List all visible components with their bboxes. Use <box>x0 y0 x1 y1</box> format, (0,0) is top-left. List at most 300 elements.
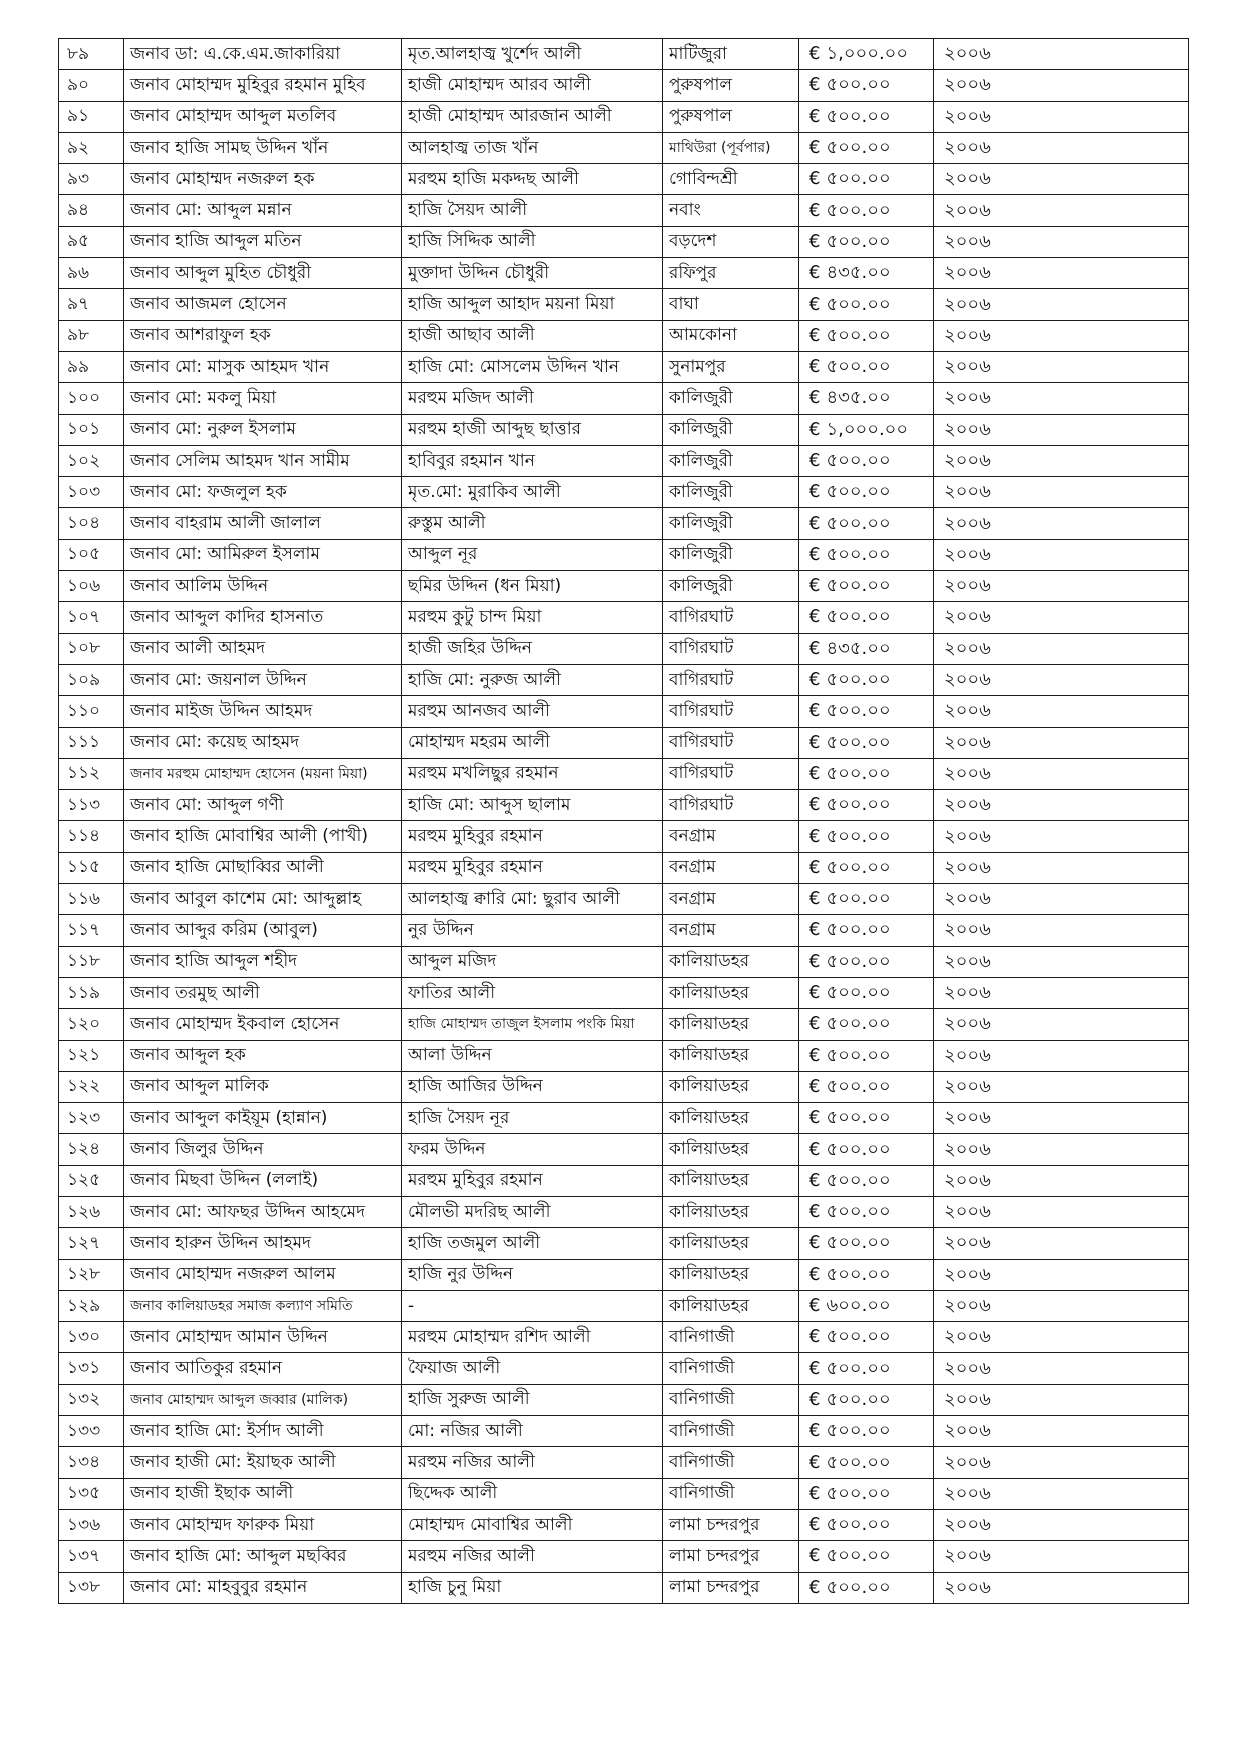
euro-icon: € <box>809 856 821 878</box>
village-cell: মাটিজুরা <box>663 39 799 70</box>
serial-cell: ৯০ <box>59 70 124 101</box>
amount-value: ৫০০.০০ <box>826 105 891 127</box>
year-cell: ২০০৬ <box>934 821 1189 852</box>
year-cell: ২০০৬ <box>934 1416 1189 1447</box>
amount-cell <box>799 696 934 727</box>
village-cell: কালিয়াডহর <box>663 1259 799 1290</box>
donor-name-cell: জনাব মাইজ উদ্দিন আহমদ <box>124 696 402 727</box>
father-name-cell: নুর উদ্দিন <box>402 915 663 946</box>
year-cell: ২০০৬ <box>934 1353 1189 1384</box>
village-cell: বড়দেশ <box>663 226 799 257</box>
amount-cell <box>799 195 934 226</box>
amount-cell <box>799 758 934 789</box>
year-cell: ২০০৬ <box>934 101 1189 132</box>
table-row <box>59 289 1189 320</box>
table-row <box>59 1322 1189 1353</box>
serial-cell: ১২৭ <box>59 1228 124 1259</box>
donor-name-cell: জনাব আবুল কাশেম মো: আব্দুল্লাহ <box>124 884 402 915</box>
euro-icon: € <box>809 387 821 409</box>
year-cell: ২০০৬ <box>934 1134 1189 1165</box>
amount-value: ৫০০.০০ <box>826 137 891 159</box>
donor-name-cell: জনাব মো: আব্দুল মন্নান <box>124 195 402 226</box>
euro-icon: € <box>809 1326 821 1348</box>
amount-value: ৫০০.০০ <box>826 1357 891 1379</box>
serial-cell: ১০১ <box>59 414 124 445</box>
euro-icon: € <box>809 1075 821 1097</box>
serial-cell: ৯৬ <box>59 258 124 289</box>
amount-cell <box>799 320 934 351</box>
father-name-cell: মরহুম কুটু চান্দ মিয়া <box>402 602 663 633</box>
amount-value: ৫০০.০০ <box>826 168 891 190</box>
year-cell: ২০০৬ <box>934 289 1189 320</box>
year-cell: ২০০৬ <box>934 1228 1189 1259</box>
serial-cell: ১১১ <box>59 727 124 758</box>
table-row <box>59 664 1189 695</box>
amount-value: ৫০০.০০ <box>826 293 891 315</box>
serial-cell: ১৩৪ <box>59 1447 124 1478</box>
euro-icon: € <box>809 575 821 597</box>
village-cell: বানিগাজী <box>663 1416 799 1447</box>
village-cell: বাগিরঘাট <box>663 696 799 727</box>
year-cell: ২০০৬ <box>934 445 1189 476</box>
donor-name-cell: জনাব আতিকুর রহমান <box>124 1353 402 1384</box>
amount-cell <box>799 946 934 977</box>
father-name-cell: মরহুম মুহিবুর রহমান <box>402 852 663 883</box>
amount-cell <box>799 1228 934 1259</box>
table-row <box>59 414 1189 445</box>
table-row <box>59 1134 1189 1165</box>
euro-icon: € <box>809 1576 821 1598</box>
village-cell: রফিপুর <box>663 258 799 289</box>
table-row <box>59 195 1189 226</box>
donor-name-cell: জনাব হাজি মো: আব্দুল মছব্বির <box>124 1541 402 1572</box>
father-name-cell: মৃত.মো: মুরাকিব আলী <box>402 477 663 508</box>
serial-cell: ১১৪ <box>59 821 124 852</box>
serial-cell: ১২৫ <box>59 1165 124 1196</box>
donor-name-cell: জনাব আব্দুল কাদির হাসনাত <box>124 602 402 633</box>
table-row <box>59 1541 1189 1572</box>
village-cell: কালিয়াডহর <box>663 1290 799 1321</box>
table-body <box>59 39 1189 1604</box>
donor-name-cell: জনাব হাজি মো: ইর্সাদ আলী <box>124 1416 402 1447</box>
serial-cell: ১১৩ <box>59 790 124 821</box>
amount-cell <box>799 1071 934 1102</box>
amount-value: ৫০০.০০ <box>826 1013 891 1035</box>
father-name-cell: হাজি সুরুজ আলী <box>402 1384 663 1415</box>
serial-cell: ১৩১ <box>59 1353 124 1384</box>
year-cell: ২০০৬ <box>934 696 1189 727</box>
village-cell: বানিগাজী <box>663 1322 799 1353</box>
village-cell: বনগ্রাম <box>663 821 799 852</box>
amount-cell <box>799 70 934 101</box>
amount-cell <box>799 664 934 695</box>
village-cell: কালিয়াডহর <box>663 1228 799 1259</box>
euro-icon: € <box>809 481 821 503</box>
serial-cell: ১২০ <box>59 1009 124 1040</box>
euro-icon: € <box>809 794 821 816</box>
amount-value: ১,০০০.০০ <box>826 43 909 65</box>
amount-value: ৫০০.০০ <box>826 731 891 753</box>
donor-name-cell: জনাব মো: নুরুল ইসলাম <box>124 414 402 445</box>
village-cell: বনগ্রাম <box>663 852 799 883</box>
serial-cell: ১০৪ <box>59 508 124 539</box>
father-name-cell: হাজি তজমুল আলী <box>402 1228 663 1259</box>
year-cell: ২০০৬ <box>934 1572 1189 1603</box>
serial-cell: ১৩৩ <box>59 1416 124 1447</box>
table-row <box>59 1478 1189 1509</box>
serial-cell: ৯৮ <box>59 320 124 351</box>
amount-value: ৫০০.০০ <box>826 1075 891 1097</box>
father-name-cell: হাজী মোহাম্মদ আরব আলী <box>402 70 663 101</box>
year-cell: ২০০৬ <box>934 39 1189 70</box>
amount-cell <box>799 508 934 539</box>
donor-name-cell: জনাব আব্দুল কাইয়ূম (হান্নান) <box>124 1103 402 1134</box>
table-row <box>59 758 1189 789</box>
donor-name-cell: জনাব মো: মাসুক আহমদ খান <box>124 351 402 382</box>
amount-value: ৫০০.০০ <box>826 700 891 722</box>
amount-value: ৫০০.০০ <box>826 74 891 96</box>
village-cell: গোবিন্দশ্রী <box>663 164 799 195</box>
year-cell: ২০০৬ <box>934 852 1189 883</box>
serial-cell: ১২৮ <box>59 1259 124 1290</box>
table-row <box>59 1196 1189 1227</box>
village-cell: বনগ্রাম <box>663 915 799 946</box>
donor-name-cell: জনাব মোহাম্মদ আমান উদ্দিন <box>124 1322 402 1353</box>
table-row <box>59 1040 1189 1071</box>
father-name-cell: হাজি আব্দুল আহাদ ময়না মিয়া <box>402 289 663 320</box>
donor-name-cell: জনাব মো: কয়েছ আহমদ <box>124 727 402 758</box>
table-row <box>59 1416 1189 1447</box>
euro-icon: € <box>809 230 821 252</box>
serial-cell: ৯৪ <box>59 195 124 226</box>
euro-icon: € <box>809 1388 821 1410</box>
amount-cell <box>799 1478 934 1509</box>
amount-cell <box>799 1416 934 1447</box>
year-cell: ২০০৬ <box>934 1384 1189 1415</box>
year-cell: ২০০৬ <box>934 884 1189 915</box>
euro-icon: € <box>809 293 821 315</box>
euro-icon: € <box>809 1295 821 1317</box>
amount-value: ৫০০.০০ <box>826 794 891 816</box>
table-row <box>59 226 1189 257</box>
amount-cell <box>799 539 934 570</box>
village-cell: কালিয়াডহর <box>663 977 799 1008</box>
table-row <box>59 821 1189 852</box>
serial-cell: ১২১ <box>59 1040 124 1071</box>
euro-icon: € <box>809 669 821 691</box>
father-name-cell: আলহাজ্ব তাজ খাঁন <box>402 132 663 163</box>
father-name-cell: মো: নজির আলী <box>402 1416 663 1447</box>
father-name-cell: হাজি আজির উদ্দিন <box>402 1071 663 1102</box>
euro-icon: € <box>809 450 821 471</box>
euro-icon: € <box>809 1482 821 1504</box>
serial-cell: ১২৬ <box>59 1196 124 1227</box>
table-row <box>59 70 1189 101</box>
year-cell: ২০০৬ <box>934 383 1189 414</box>
donor-name-cell: জনাব সেলিম আহমদ খান সামীম <box>124 445 402 476</box>
amount-value: ৫০০.০০ <box>826 606 891 628</box>
village-cell: কালিয়াডহর <box>663 1009 799 1040</box>
amount-cell <box>799 1165 934 1196</box>
donor-name-cell: জনাব আব্দুল মুহিত চৌধুরী <box>124 258 402 289</box>
year-cell: ২০০৬ <box>934 664 1189 695</box>
euro-icon: € <box>809 825 821 847</box>
amount-cell <box>799 633 934 664</box>
father-name-cell: মুক্তাদা উদ্দিন চৌধুরী <box>402 258 663 289</box>
table-row <box>59 1165 1189 1196</box>
year-cell: ২০০৬ <box>934 1478 1189 1509</box>
year-cell: ২০০৬ <box>934 727 1189 758</box>
table-row <box>59 1384 1189 1415</box>
amount-value: ৫০০.০০ <box>826 1169 891 1191</box>
father-name-cell: মৌলভী মদরিছ আলী <box>402 1196 663 1227</box>
table-row <box>59 1447 1189 1478</box>
village-cell: বানিগাজী <box>663 1384 799 1415</box>
euro-icon: € <box>809 1201 821 1223</box>
table-row <box>59 852 1189 883</box>
year-cell: ২০০৬ <box>934 226 1189 257</box>
donor-name-cell: জনাব মো: আমিরুল ইসলাম <box>124 539 402 570</box>
amount-value: ৫০০.০০ <box>826 1388 891 1410</box>
year-cell: ২০০৬ <box>934 1165 1189 1196</box>
euro-icon: € <box>809 262 821 284</box>
year-cell: ২০০৬ <box>934 1009 1189 1040</box>
village-cell: লামা চন্দরপুর <box>663 1572 799 1603</box>
father-name-cell: রুস্তুম আলী <box>402 508 663 539</box>
euro-icon: € <box>809 1169 821 1191</box>
father-name-cell: ফরম উদ্দিন <box>402 1134 663 1165</box>
father-name-cell: হাজি সৈয়দ নূর <box>402 1103 663 1134</box>
serial-cell: ১০৫ <box>59 539 124 570</box>
year-cell: ২০০৬ <box>934 1541 1189 1572</box>
table-row <box>59 977 1189 1008</box>
donor-name-cell: জনাব হাজি আব্দুল মতিন <box>124 226 402 257</box>
amount-cell <box>799 977 934 1008</box>
amount-cell <box>799 915 934 946</box>
amount-value: ৫০০.০০ <box>826 1545 891 1567</box>
donor-name-cell: জনাব মোহাম্মদ মুহিবুর রহমান মুহিব <box>124 70 402 101</box>
donor-name-cell: জনাব মরহুম মোহাম্মদ হোসেন (ময়না মিয়া) <box>124 758 402 789</box>
amount-value: ৪৩৫.০০ <box>826 637 891 659</box>
euro-icon: € <box>809 1107 821 1129</box>
table-row <box>59 1103 1189 1134</box>
father-name-cell: মরহুম হাজি মকদ্দছ আলী <box>402 164 663 195</box>
serial-cell: ১১২ <box>59 758 124 789</box>
father-name-cell: হাজি মো: নুরুজ আলী <box>402 664 663 695</box>
donor-name-cell: জনাব আব্দুল হক <box>124 1040 402 1071</box>
serial-cell: ১৩৫ <box>59 1478 124 1509</box>
table-row <box>59 320 1189 351</box>
table-row <box>59 884 1189 915</box>
table-row <box>59 1290 1189 1321</box>
year-cell: ২০০৬ <box>934 915 1189 946</box>
euro-icon: € <box>809 74 821 96</box>
amount-cell <box>799 1447 934 1478</box>
serial-cell: ১২৪ <box>59 1134 124 1165</box>
village-cell: মাথিউরা (পূর্বপার) <box>663 132 799 163</box>
euro-icon: € <box>809 1138 821 1160</box>
donor-name-cell: জনাব আব্দুর করিম (আবুল) <box>124 915 402 946</box>
euro-icon: € <box>809 1013 821 1035</box>
amount-value: ৫০০.০০ <box>826 481 891 503</box>
village-cell: কালিয়াডহর <box>663 946 799 977</box>
table-row <box>59 571 1189 602</box>
serial-cell: ১০৮ <box>59 633 124 664</box>
amount-cell <box>799 821 934 852</box>
village-cell: কালিজুরী <box>663 571 799 602</box>
amount-cell <box>799 884 934 915</box>
village-cell: কালিজুরী <box>663 508 799 539</box>
year-cell: ২০০৬ <box>934 1259 1189 1290</box>
amount-cell <box>799 602 934 633</box>
table-row <box>59 946 1189 977</box>
donor-name-cell: জনাব আশরাফুল হক <box>124 320 402 351</box>
father-name-cell: মরহুম মখলিছুর রহমান <box>402 758 663 789</box>
donor-name-cell: জনাব হাজি মোবাশ্বির আলী (পাখী) <box>124 821 402 852</box>
village-cell: বাগিরঘাট <box>663 664 799 695</box>
amount-value: ৫০০.০০ <box>826 1514 891 1536</box>
father-name-cell: ছিদ্দেক আলী <box>402 1478 663 1509</box>
euro-icon: € <box>809 1514 821 1536</box>
donor-name-cell: জনাব মো: জয়নাল উদ্দিন <box>124 664 402 695</box>
amount-cell <box>799 1259 934 1290</box>
amount-value: ৫০০.০০ <box>826 1232 891 1254</box>
year-cell: ২০০৬ <box>934 1509 1189 1540</box>
year-cell: ২০০৬ <box>934 758 1189 789</box>
serial-cell: ৯৯ <box>59 351 124 382</box>
village-cell: কালিয়াডহর <box>663 1103 799 1134</box>
table-row <box>59 383 1189 414</box>
village-cell: কালিয়াডহর <box>663 1165 799 1196</box>
year-cell: ২০০৬ <box>934 1040 1189 1071</box>
amount-value: ৫০০.০০ <box>826 1201 891 1223</box>
year-cell: ২০০৬ <box>934 1447 1189 1478</box>
village-cell: বাগিরঘাট <box>663 758 799 789</box>
father-name-cell: মৃত.আলহাজ্ব খুর্শেদ আলী <box>402 39 663 70</box>
donor-name-cell: জনাব হাজি আব্দুল শহীদ <box>124 946 402 977</box>
father-name-cell: আলহাজ্ব ক্বারি মো: ছুরাব আলী <box>402 884 663 915</box>
amount-value: ৫০০.০০ <box>826 230 891 252</box>
amount-cell <box>799 1009 934 1040</box>
donor-name-cell: জনাব আলী আহমদ <box>124 633 402 664</box>
amount-value: ৫০০.০০ <box>826 950 891 972</box>
father-name-cell: মরহুম হাজী আব্দুছ ছাত্তার <box>402 414 663 445</box>
amount-cell <box>799 1040 934 1071</box>
amount-cell <box>799 258 934 289</box>
donor-name-cell: জনাব মিছবা উদ্দিন (ললাই) <box>124 1165 402 1196</box>
amount-value: ৪৩৫.০০ <box>826 262 891 284</box>
father-name-cell: হাজি নুর উদ্দিন <box>402 1259 663 1290</box>
table-row <box>59 539 1189 570</box>
year-cell: ২০০৬ <box>934 977 1189 1008</box>
euro-icon: € <box>809 606 821 628</box>
donor-table <box>58 38 1189 1604</box>
donor-name-cell: জনাব মো: আব্দুল গণী <box>124 790 402 821</box>
amount-value: ৫০০.০০ <box>826 356 891 378</box>
euro-icon: € <box>809 731 821 753</box>
year-cell: ২০০৬ <box>934 1103 1189 1134</box>
amount-cell <box>799 445 934 476</box>
table-row <box>59 508 1189 539</box>
village-cell: কালিজুরী <box>663 383 799 414</box>
serial-cell: ১৩৭ <box>59 1541 124 1572</box>
year-cell: ২০০৬ <box>934 351 1189 382</box>
amount-cell <box>799 1572 934 1603</box>
donor-name-cell: জনাব হাজী ইছাক আলী <box>124 1478 402 1509</box>
donor-name-cell: জনাব আলিম উদ্দিন <box>124 571 402 602</box>
amount-cell <box>799 852 934 883</box>
donor-name-cell: জনাব হারুন উদ্দিন আহমদ <box>124 1228 402 1259</box>
table-row <box>59 477 1189 508</box>
amount-value: ৫০০.০০ <box>826 856 891 878</box>
amount-cell <box>799 351 934 382</box>
euro-icon: € <box>809 982 821 1004</box>
village-cell: কালিজুরী <box>663 477 799 508</box>
serial-cell: ১০২ <box>59 445 124 476</box>
village-cell: কালিয়াডহর <box>663 1134 799 1165</box>
donor-name-cell: জনাব মোহাম্মদ নজরুল হক <box>124 164 402 195</box>
village-cell: কালিজুরী <box>663 414 799 445</box>
serial-cell: ১২৩ <box>59 1103 124 1134</box>
donor-name-cell: জনাব মোহাম্মদ ইকবাল হোসেন <box>124 1009 402 1040</box>
donor-name-cell: জনাব বাহরাম আলী জালাল <box>124 508 402 539</box>
table-row <box>59 1228 1189 1259</box>
year-cell: ২০০৬ <box>934 70 1189 101</box>
serial-cell: ১০৬ <box>59 571 124 602</box>
donor-name-cell: জনাব মো: ফজলুল হক <box>124 477 402 508</box>
table-row <box>59 351 1189 382</box>
year-cell: ২০০৬ <box>934 195 1189 226</box>
table-row <box>59 258 1189 289</box>
amount-value: ৫০০.০০ <box>826 324 891 346</box>
donor-name-cell: জনাব ডা: এ.কে.এম.জাকারিয়া <box>124 39 402 70</box>
table-row <box>59 132 1189 163</box>
donor-name-cell: জনাব হাজি সামছ উদ্দিন খাঁন <box>124 132 402 163</box>
donor-name-cell: জনাব মো: মাহবুবুর রহমান <box>124 1572 402 1603</box>
amount-cell <box>799 226 934 257</box>
donor-name-cell: জনাব আজমল হোসেন <box>124 289 402 320</box>
father-name-cell: হাবিবুর রহমান খান <box>402 445 663 476</box>
amount-cell <box>799 1384 934 1415</box>
year-cell: ২০০৬ <box>934 602 1189 633</box>
father-name-cell: মরহুম মুহিবুর রহমান <box>402 821 663 852</box>
table-row <box>59 633 1189 664</box>
serial-cell: ১২২ <box>59 1071 124 1102</box>
serial-cell: ৮৯ <box>59 39 124 70</box>
village-cell: কালিয়াডহর <box>663 1196 799 1227</box>
village-cell: আমকোনা <box>663 320 799 351</box>
year-cell: ২০০৬ <box>934 164 1189 195</box>
serial-cell: ১১০ <box>59 696 124 727</box>
amount-value: ১,০০০.০০ <box>826 418 909 440</box>
table-row <box>59 1353 1189 1384</box>
amount-cell <box>799 1509 934 1540</box>
donor-name-cell: জনাব মোহাম্মদ আব্দুল জব্বার (মালিক) <box>124 1384 402 1415</box>
donor-name-cell: জনাব আব্দুল মালিক <box>124 1071 402 1102</box>
serial-cell: ৯২ <box>59 132 124 163</box>
village-cell: বাগিরঘাট <box>663 633 799 664</box>
serial-cell: ১১৭ <box>59 915 124 946</box>
euro-icon: € <box>809 543 821 565</box>
year-cell: ২০০৬ <box>934 1071 1189 1102</box>
village-cell: পুরুষপাল <box>663 70 799 101</box>
father-name-cell: হাজি মো: আব্দুস ছালাম <box>402 790 663 821</box>
amount-value: ৫০০.০০ <box>826 512 891 534</box>
village-cell: বাগিরঘাট <box>663 727 799 758</box>
serial-cell: ১১৮ <box>59 946 124 977</box>
village-cell: কালিজুরী <box>663 539 799 570</box>
father-name-cell: হাজি মোহাম্মদ তাজুল ইসলাম পংকি মিয়া <box>402 1009 663 1040</box>
